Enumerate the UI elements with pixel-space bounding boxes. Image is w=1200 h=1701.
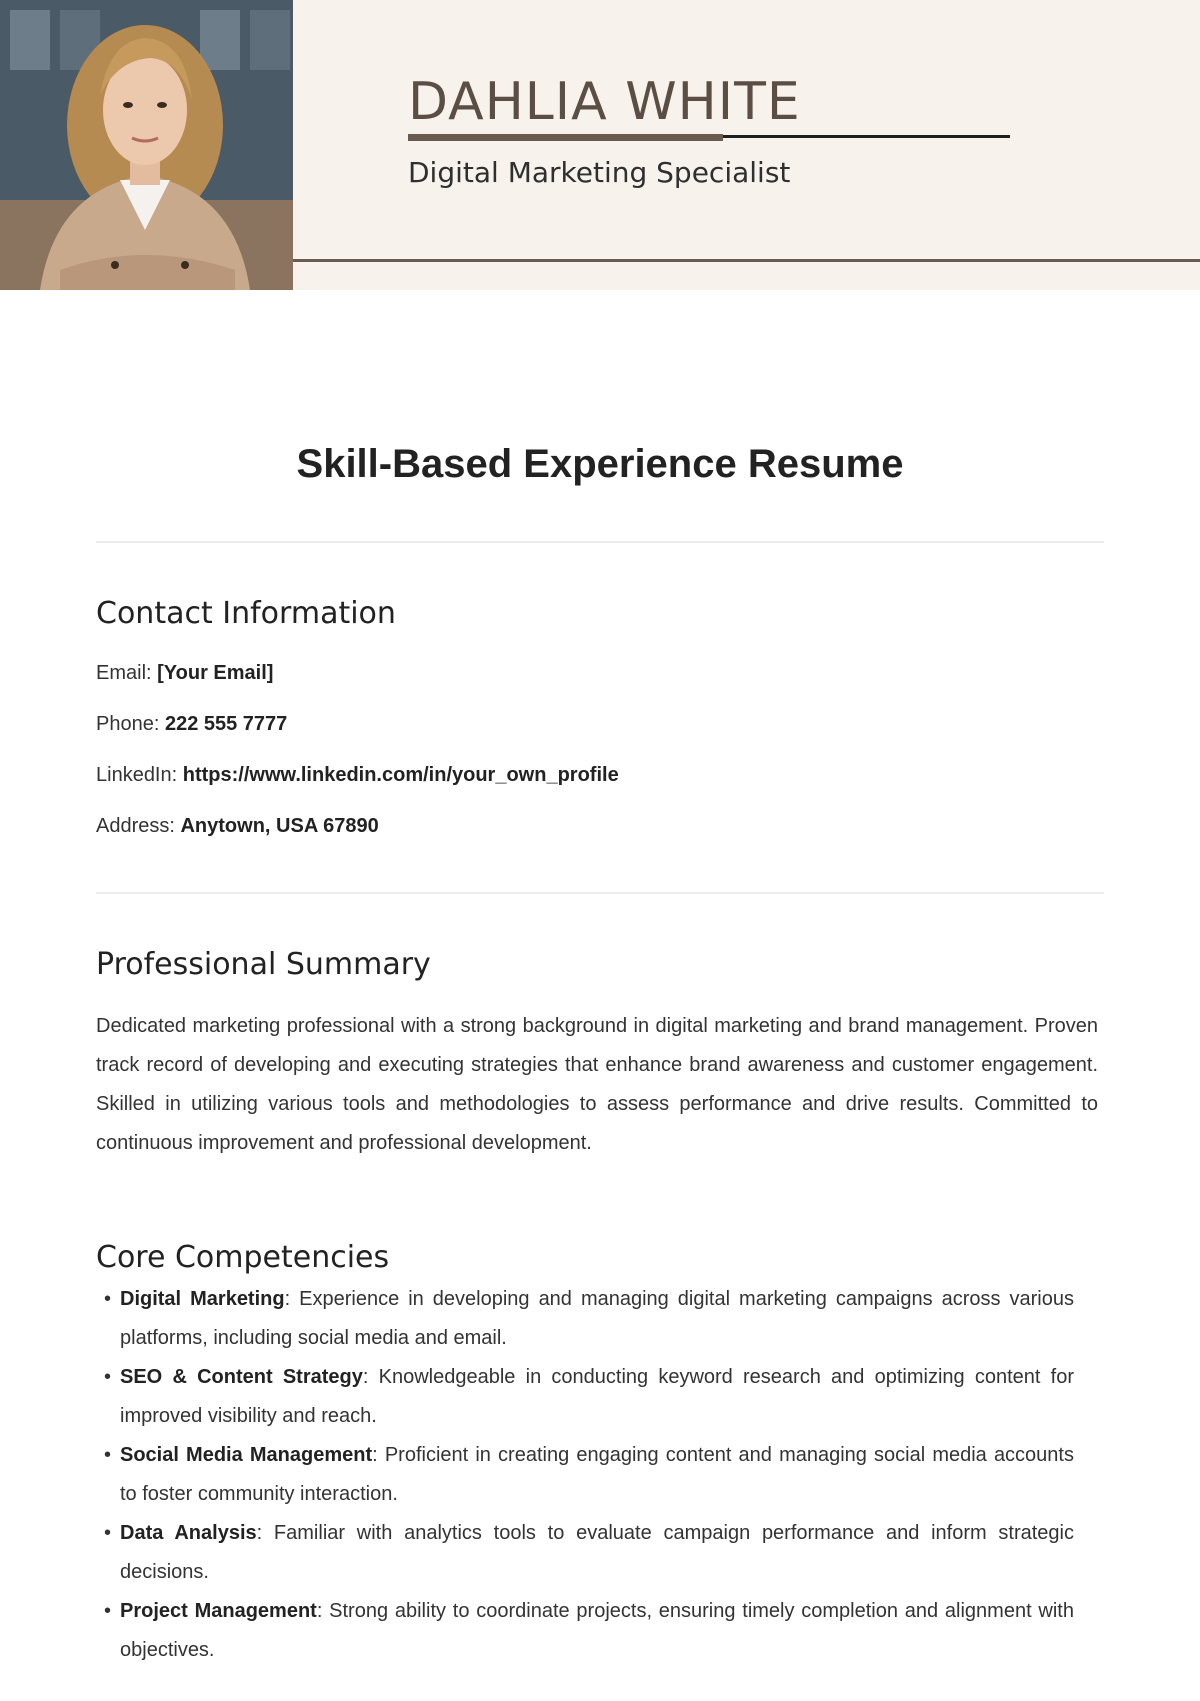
bullet-icon: • [104, 1600, 112, 1622]
contact-address [96, 815, 379, 838]
list-item [96, 1514, 1074, 1592]
summary-text: Dedicated marketing professional with a strong background in digital marketing and brand management. Proven track record of developing and executing strategies that enhance brand awareness and customer engagement. Skilled in utilizing various tools and methodologies to assess performance and drive results. Committed to continuous improvement and professional development. [96, 1015, 1098, 1154]
competency-text: : Proficient in creating engaging content and managing social media accounts to foster community interaction. [120, 1444, 1074, 1505]
contact-label: Phone: [96, 713, 165, 735]
portrait-illustration [0, 0, 293, 290]
contact-label: Address: [96, 815, 181, 837]
resume-header [0, 0, 1200, 290]
candidate-title: Digital Marketing Specialist [408, 156, 791, 189]
bullet-icon: • [104, 1444, 112, 1466]
contact-email [96, 662, 273, 685]
bullet-icon: • [104, 1366, 112, 1388]
contact-value: https://www.linkedin.com/in/your_own_profile [182, 764, 619, 786]
list-item [96, 1358, 1074, 1436]
name-underline-accent [408, 134, 723, 141]
profile-photo [0, 0, 293, 290]
list-item [96, 1592, 1074, 1670]
competency-title: Social Media Management [120, 1444, 373, 1466]
contact-label: LinkedIn: [96, 764, 183, 786]
contact-value: Anytown, USA 67890 [180, 815, 379, 837]
competency-title: Digital Marketing [120, 1288, 285, 1310]
competency-text: : Experience in developing and managing digital marketing campaigns across various platforms, including social media and email. [120, 1288, 1074, 1349]
competency-text: : Strong ability to coordinate projects, ensuring timely completion and alignment with objectives. [120, 1600, 1074, 1661]
competency-title: SEO & Content Strategy [120, 1366, 363, 1388]
list-item [96, 1280, 1074, 1358]
divider [96, 541, 1104, 543]
bullet-icon: • [104, 1522, 112, 1544]
competency-text: : Familiar with analytics tools to evaluate campaign performance and inform strategic decisions. [120, 1522, 1074, 1583]
contact-linkedin [96, 764, 619, 787]
competency-title: Data Analysis [120, 1522, 257, 1544]
candidate-name: DAHLIA WHITE [408, 72, 801, 132]
contact-label: Email: [96, 662, 158, 684]
contact-phone [96, 713, 287, 736]
document-title: Skill-Based Experience Resume [296, 442, 904, 486]
divider [96, 892, 1104, 894]
competency-text: : Knowledgeable in conducting keyword research and optimizing content for improved visibility and reach. [120, 1366, 1074, 1427]
bullet-icon: • [104, 1288, 112, 1310]
competencies-list [96, 1280, 1074, 1670]
contact-value: 222 555 7777 [164, 713, 288, 735]
competency-title: Project Management [120, 1600, 317, 1622]
summary-heading: Professional Summary [96, 947, 431, 982]
contact-heading: Contact Information [96, 596, 396, 631]
header-divider [293, 259, 1200, 262]
contact-value: [Your Email] [157, 662, 274, 684]
competencies-heading: Core Competencies [96, 1240, 390, 1275]
list-item [96, 1436, 1074, 1514]
